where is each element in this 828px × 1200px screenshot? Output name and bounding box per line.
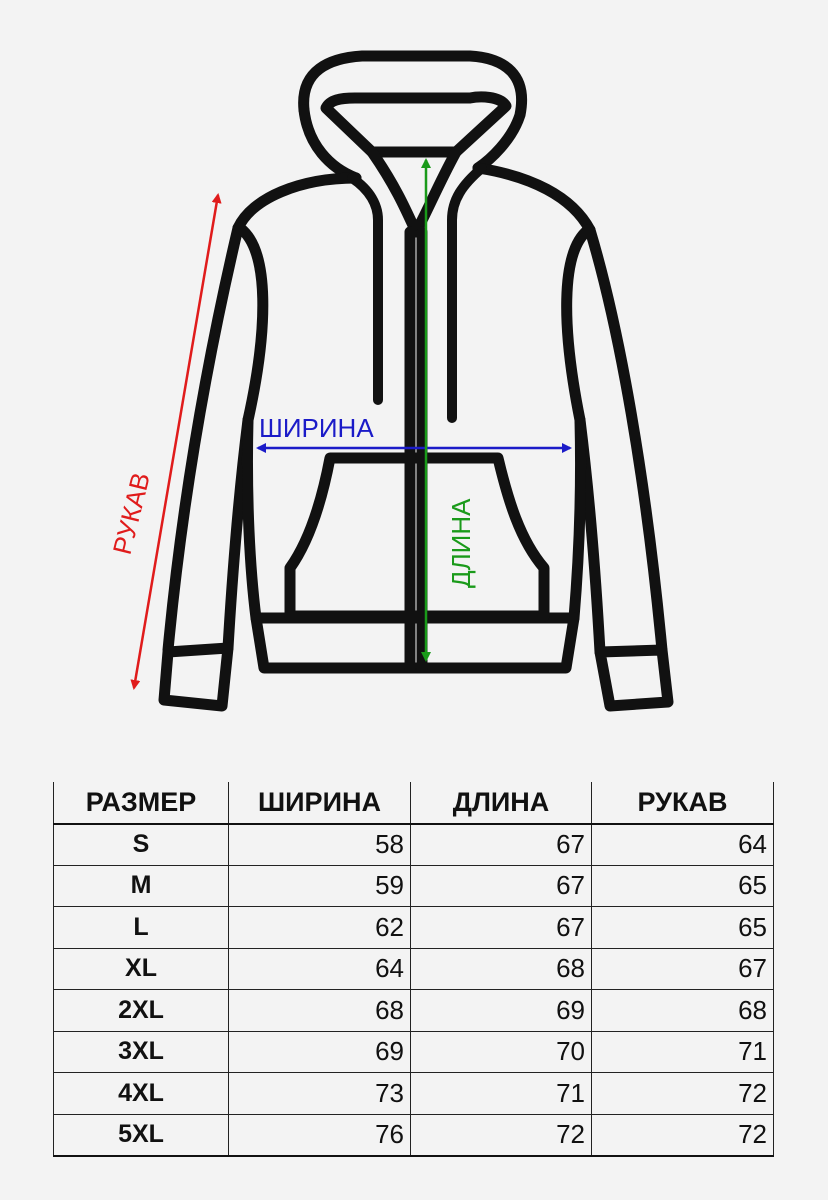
right-drawstring [452,168,482,418]
body-left-side [247,420,256,618]
size-cell: S [54,824,229,866]
body-right-side [574,420,581,618]
width-cell: 59 [229,865,411,907]
hood-opening [372,152,456,232]
hood-left-side [304,110,356,178]
sleeve-cell: 64 [592,824,774,866]
zipper [410,232,422,668]
size-cell: 4XL [54,1073,229,1115]
left-drawstring [352,178,378,400]
table-row [54,907,774,949]
table-row [54,1073,774,1115]
width-cell: 62 [229,907,411,949]
width-cell: 58 [229,824,411,866]
size-cell: 5XL [54,1114,229,1156]
right-shoulder [478,168,590,230]
size-cell: M [54,865,229,907]
width-cell: 69 [229,1031,411,1073]
length-cell: 67 [411,907,592,949]
size-cell: 3XL [54,1031,229,1073]
size-cell: XL [54,948,229,990]
sleeve-cell: 71 [592,1031,774,1073]
sleeve-cell: 72 [592,1073,774,1115]
width-cell: 68 [229,990,411,1032]
size-cell: L [54,907,229,949]
length-cell: 69 [411,990,592,1032]
sleeve-label: РУКАВ [106,469,156,558]
width-label: ШИРИНА [259,413,374,443]
header-size: РАЗМЕР [54,782,229,824]
length-cell: 70 [411,1031,592,1073]
header-width: ШИРИНА [229,782,411,824]
sleeve-cell: 65 [592,907,774,949]
length-cell: 68 [411,948,592,990]
sleeve-cell: 67 [592,948,774,990]
sleeve-cell: 68 [592,990,774,1032]
hood-inner [326,97,506,152]
table-row [54,1031,774,1073]
width-cell: 73 [229,1073,411,1115]
left-cuff [164,648,228,706]
size-cell: 2XL [54,990,229,1032]
table-row [54,990,774,1032]
header-length: ДЛИНА [411,782,592,824]
table-row [54,865,774,907]
length-cell: 72 [411,1114,592,1156]
length-cell: 67 [411,824,592,866]
length-cell: 67 [411,865,592,907]
header-sleeve: РУКАВ [592,782,774,824]
right-cuff [600,650,668,706]
table-header-row [54,782,774,824]
width-cell: 76 [229,1114,411,1156]
sleeve-cell: 65 [592,865,774,907]
width-cell: 64 [229,948,411,990]
length-label: ДЛИНА [446,498,476,588]
left-shoulder [238,178,356,228]
length-cell: 71 [411,1073,592,1115]
size-table [53,782,774,1157]
table-row [54,1114,774,1156]
table-row [54,824,774,866]
hoodie-outline [164,56,668,706]
sleeve-cell: 72 [592,1114,774,1156]
table-row [54,948,774,990]
